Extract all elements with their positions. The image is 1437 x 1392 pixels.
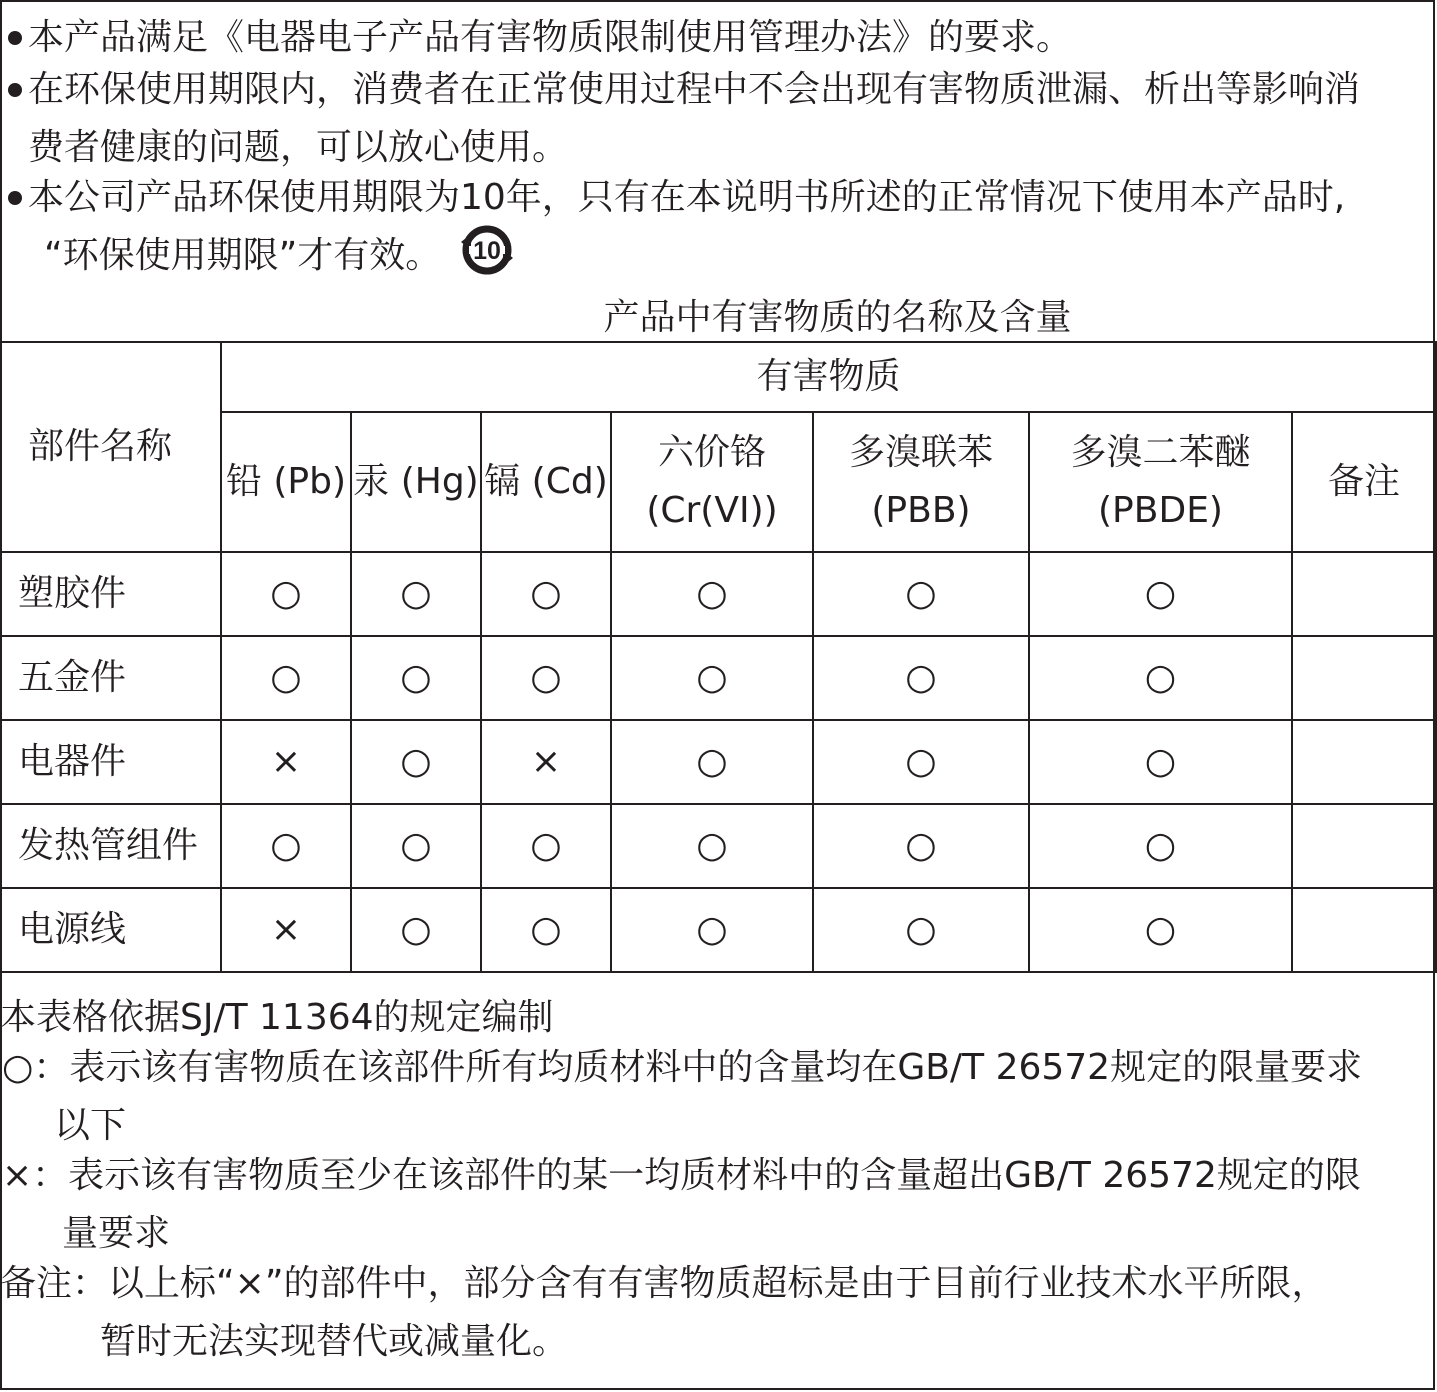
substance-mark-cell: × xyxy=(221,888,351,972)
eco-use-period-badge-icon xyxy=(455,222,519,278)
column-header-remarks: 备注 xyxy=(1292,412,1436,552)
part-name-header: 部件名称 xyxy=(1,342,221,552)
substance-mark-cell: ○ xyxy=(481,552,611,636)
substance-mark-cell: ○ xyxy=(481,636,611,720)
substance-mark-cell: ○ xyxy=(813,552,1029,636)
badge-number: 10 xyxy=(473,237,501,265)
substance-mark-cell: ○ xyxy=(1029,720,1292,804)
table-header-row xyxy=(1,342,1436,412)
remark-note: 备注：以上标“×”的部件中，部分含有有害物质超标是由于目前行业技术水平所限， xyxy=(0,1263,1328,1304)
bullet-icon xyxy=(8,83,22,97)
substance-mark-cell: ○ xyxy=(351,888,481,972)
cross-legend: ×：表示该有害物质至少在该部件的某一均质材料中的含量超出GB/T 26572规定的限 xyxy=(2,1155,1361,1196)
hazardous-substances-table xyxy=(0,341,1437,973)
statement-3-continued: “环保使用期限”才有效。 xyxy=(44,235,442,276)
substance-mark-cell: × xyxy=(221,720,351,804)
substance-mark-cell: ○ xyxy=(611,720,813,804)
column-header-cadmium: 镉 (Cd) xyxy=(481,412,611,552)
substance-mark-cell: ○ xyxy=(351,804,481,888)
substance-mark-cell xyxy=(1292,636,1436,720)
substance-mark-cell: ○ xyxy=(481,804,611,888)
substance-mark-cell: ○ xyxy=(221,804,351,888)
substance-mark-cell: ○ xyxy=(1029,804,1292,888)
substance-mark-cell xyxy=(1292,720,1436,804)
circle-legend: ○：表示该有害物质在该部件所有均质材料中的含量均在GB/T 26572规定的限量要求 xyxy=(2,1047,1363,1088)
substance-mark-cell: ○ xyxy=(813,804,1029,888)
statement-3: 本公司产品环保使用期限为10年，只有在本说明书所述的正常情况下使用本产品时, xyxy=(0,178,1345,218)
substance-mark-cell: ○ xyxy=(813,636,1029,720)
statement-2-continued: 费者健康的问题，可以放心使用。 xyxy=(28,127,569,168)
substance-mark-cell: ○ xyxy=(611,804,813,888)
part-name-cell: 发热管组件 xyxy=(1,804,221,888)
part-name-cell: 电源线 xyxy=(1,888,221,972)
bullet-icon xyxy=(8,31,22,45)
table-row xyxy=(1,552,1436,636)
cross-legend-continued: 量要求 xyxy=(62,1213,171,1254)
substance-mark-cell: ○ xyxy=(351,636,481,720)
substance-mark-cell: ○ xyxy=(221,636,351,720)
substance-mark-cell: ○ xyxy=(351,720,481,804)
substance-mark-cell: ○ xyxy=(1029,636,1292,720)
substance-mark-cell: ○ xyxy=(611,888,813,972)
part-name-cell: 五金件 xyxy=(1,636,221,720)
statement-2: 在环保使用期限内，消费者在正常使用过程中不会出现有害物质泄漏、析出等影响消 xyxy=(0,70,1360,110)
substance-mark-cell: ○ xyxy=(221,552,351,636)
remark-note-continued: 暂时无法实现替代或减量化。 xyxy=(100,1321,569,1362)
substance-mark-cell: ○ xyxy=(1029,552,1292,636)
substance-mark-cell: × xyxy=(481,720,611,804)
part-name-cell: 塑胶件 xyxy=(1,552,221,636)
substance-mark-cell xyxy=(1292,888,1436,972)
table-row xyxy=(1,636,1436,720)
substance-mark-cell: ○ xyxy=(1029,888,1292,972)
substance-mark-cell: ○ xyxy=(481,888,611,972)
hazardous-substance-header: 有害物质 xyxy=(221,342,1436,412)
column-header-lead: 铅 (Pb) xyxy=(221,412,351,552)
table-row xyxy=(1,888,1436,972)
table-row xyxy=(1,720,1436,804)
substance-mark-cell xyxy=(1292,804,1436,888)
table-title: 产品中有害物质的名称及含量 xyxy=(603,297,1072,338)
column-header-pbb: 多溴联苯 (PBB) xyxy=(813,412,1029,552)
circle-legend-continued: 以下 xyxy=(54,1105,127,1146)
statement-1: 本产品满足《电器电子产品有害物质限制使用管理办法》的要求。 xyxy=(0,18,1072,58)
substance-mark-cell: ○ xyxy=(351,552,481,636)
substance-mark-cell: ○ xyxy=(611,636,813,720)
part-name-cell: 电器件 xyxy=(1,720,221,804)
substance-mark-cell: ○ xyxy=(813,888,1029,972)
column-header-chromium: 六价铬 (Cr(VI)) xyxy=(611,412,813,552)
substance-mark-cell: ○ xyxy=(813,720,1029,804)
substance-mark-cell xyxy=(1292,552,1436,636)
table-row xyxy=(1,804,1436,888)
bullet-icon xyxy=(8,191,22,205)
basis-note: 本表格依据SJ/T 11364的规定编制 xyxy=(0,997,554,1038)
column-header-pbde: 多溴二苯醚 (PBDE) xyxy=(1029,412,1292,552)
substance-mark-cell: ○ xyxy=(611,552,813,636)
column-header-mercury: 汞 (Hg) xyxy=(351,412,481,552)
